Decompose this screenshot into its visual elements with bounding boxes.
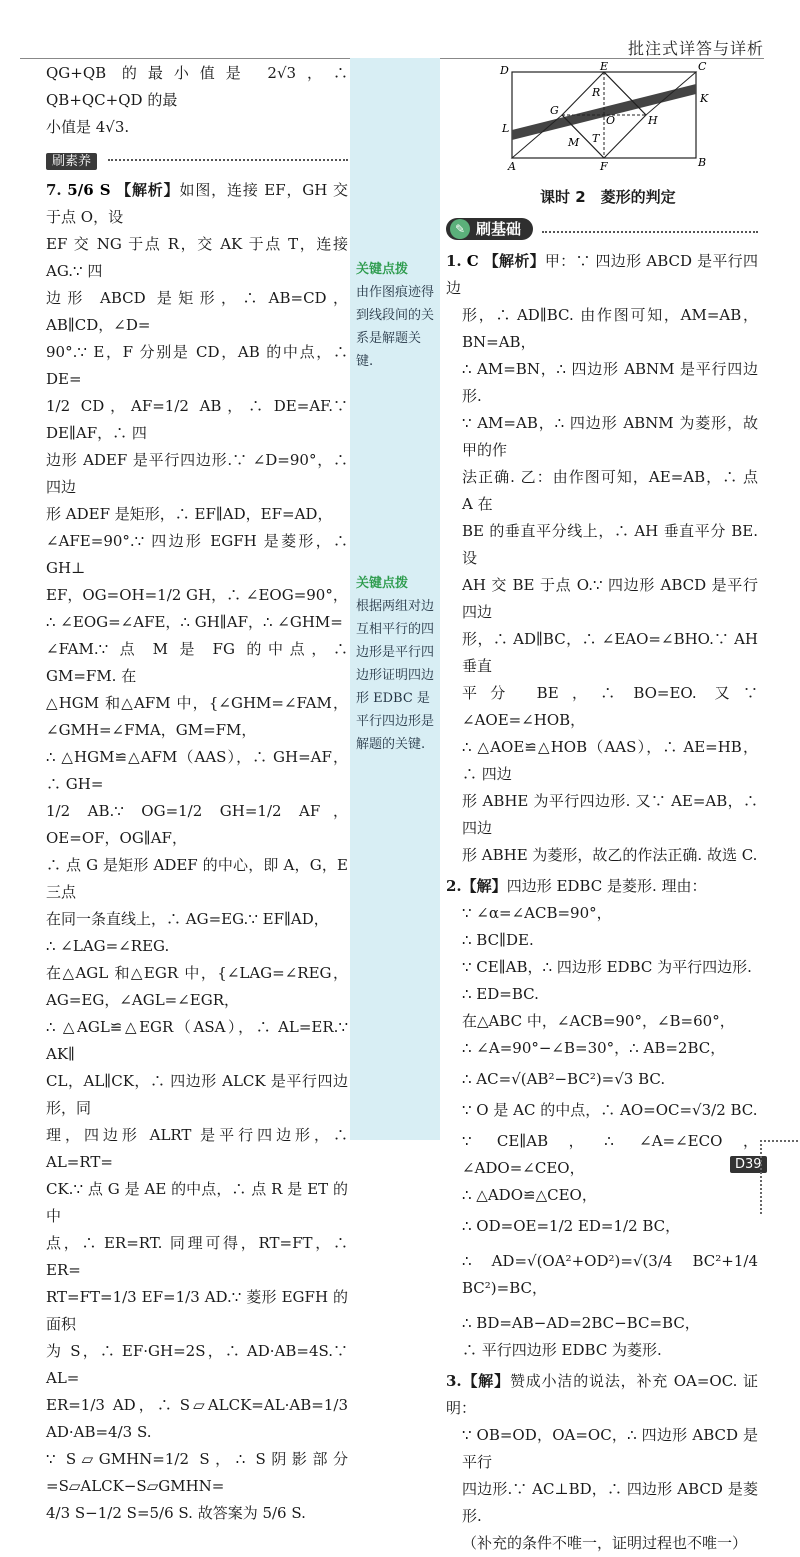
basics-badge <box>446 218 533 240</box>
solution-line: BE 的垂直平分线上，∴ AH 垂直平分 BE. 设 <box>462 522 758 567</box>
question-number: 1. <box>446 252 462 270</box>
solution-line: EF，OG=OH=1/2 GH，∴ ∠EOG=90°， <box>46 586 348 604</box>
header-title: 批注式详答与详析 <box>627 39 764 58</box>
solution-line: 形，∴ AD∥BC. 由作图可知，AM=AB，BN=AB， <box>462 306 758 351</box>
solution-line: ∴ AC=√(AB²−BC²)=√3 BC. <box>462 1070 666 1088</box>
problem-answer: 5/6 S <box>67 181 111 199</box>
key-note <box>356 258 436 373</box>
solution-line: ∴ 点 G 是矩形 ADEF 的中心，即 A，G，E 三点 <box>46 856 348 901</box>
solution-tag: 【解】 <box>461 1372 510 1390</box>
solution-line: ∴ 平行四边形 EDBC 为菱形. <box>462 1341 662 1359</box>
solution-line: 四边形 EDBC 是菱形. 理由： <box>506 877 707 895</box>
lesson-title: 课时 2 菱形的判定 <box>540 188 676 206</box>
solution-line: 边形 ADEF 是平行四边形.∵ ∠D=90°，∴ 四边 <box>46 451 348 496</box>
page-number: D39 <box>730 1156 767 1173</box>
intro-line: 小值是 4√3. <box>46 118 130 136</box>
intro-line: QG+QB 的最小值是 2√3，∴ QB+QC+QD 的最 <box>46 64 348 109</box>
solution-line: 四边形.∵ AC⊥BD，∴ 四边形 ABCD 是菱形. <box>462 1480 758 1525</box>
dotted-rule <box>542 231 758 233</box>
solution-line: 平分 BE，∴ BO=EO. 又∵ ∠AOE=∠HOB， <box>462 684 758 729</box>
problem-number: 7. <box>46 181 62 199</box>
solution-line: 理，四边形 ALRT 是平行四边形，∴ AL=RT= <box>46 1126 348 1171</box>
section-header <box>46 147 348 171</box>
solution-line: 1/2 AB.∵ OG=1/2 GH=1/2 AF，OE=OF，OG∥AF， <box>46 802 348 847</box>
solution-line: ∵ ∠α=∠ACB=90°， <box>462 904 612 922</box>
solution-line: 在△ABC 中，∠ACB=90°，∠B=60°， <box>462 1012 735 1030</box>
basics-header <box>446 218 758 244</box>
solution-line: （补充的条件不唯一，证明过程也不唯一） <box>462 1534 748 1552</box>
question-number: 2. <box>446 877 462 895</box>
solution-line: 点，∴ ER=RT. 同理可得，RT=FT，∴ ER= <box>46 1234 348 1279</box>
question-answer: C <box>466 252 479 270</box>
solution-line: 如图，连接 EF，GH 交于点 O，设 <box>46 181 348 226</box>
key-note-text: 根据两组对边互相平行的四边形是平行四边形证明四边形 EDBC 是平行四边形是解题的关键. <box>356 599 435 752</box>
solution-line: ∴ △ADO≌△CEO， <box>462 1186 597 1204</box>
dotted-rule <box>108 159 348 161</box>
solution-line: 4/3 S−1/2 S=5/6 S. 故答案为 5/6 S. <box>46 1504 306 1522</box>
label-o: O <box>606 114 616 127</box>
solution-line: △HGM 和△AFM 中，{∠GHM=∠FAM，∠GMH=∠FMA，GM=FM， <box>46 694 348 739</box>
label-c: C <box>698 62 707 73</box>
solution-line: 90°.∵ E，F 分别是 CD，AB 的中点，∴ DE= <box>46 343 348 388</box>
solution-line: 为 S，∴ EF·GH=2S，∴ AD·AB=4S.∵ AL= <box>46 1342 348 1387</box>
solution-line: ∴ BD=AB−AD=2BC−BC=BC， <box>462 1314 700 1332</box>
solution-line: ∠FAM.∵ 点 M 是 FG 的中点，∴ GM=FM. 在 <box>46 640 348 685</box>
solution-line: ∵ O 是 AC 的中点，∴ AO=OC=√3/2 BC. <box>462 1101 758 1119</box>
solution-line: RT=FT=1/3 EF=1/3 AD.∵ 菱形 EGFH 的面积 <box>46 1288 348 1333</box>
solution-line: 法正确. 乙：由作图可知，AE=AB，∴ 点 A 在 <box>462 468 758 513</box>
solution-line: ER=1/3 AD，∴ S▱ALCK=AL·AB=1/3 AD·AB=4/3 S. <box>46 1396 348 1441</box>
label-l: L <box>502 122 510 135</box>
solution-line: CK.∵ 点 G 是 AE 的中点，∴ 点 R 是 ET 的中 <box>46 1180 348 1225</box>
solution-line: ∴ ∠EOG=∠AFE，∴ GH∥AF，∴ ∠GHM= <box>46 613 343 631</box>
solution-line: ∴ ∠A=90°−∠B=30°，∴ AB=2BC， <box>462 1039 726 1057</box>
label-e: E <box>600 62 609 73</box>
label-g: G <box>550 104 559 117</box>
section-label: 刷素养 <box>46 153 97 170</box>
solution-tag: 【解】 <box>461 877 507 895</box>
solution-line: ∴ BC∥DE. <box>462 931 534 949</box>
solution-line: ∠AFE=90°.∵ 四边形 EGFH 是菱形，∴ GH⊥ <box>46 532 348 577</box>
label-t: T <box>592 132 600 145</box>
solution-line: ∵ CE∥AB，∴ ∠A=∠ECO，∠ADO=∠CEO， <box>462 1132 758 1177</box>
label-k: K <box>700 92 709 105</box>
solution-line: ∴ ∠LAG=∠REG. <box>46 937 170 955</box>
solution-line: 1/2 CD，AF=1/2 AB，∴ DE=AF.∵ DE∥AF，∴ 四 <box>46 397 348 442</box>
solution-line: 形 ABHE 为平行四边形. 又∵ AE=AB，∴ 四边 <box>462 792 758 837</box>
label-a: A <box>508 160 516 172</box>
solution-line: 形 ABHE 为菱形，故乙的作法正确. 故选 C. <box>462 846 758 864</box>
label-b: B <box>698 156 707 169</box>
basics-label: 刷基础 <box>476 220 522 238</box>
key-note-title: 关键点拨 <box>356 262 409 277</box>
corner-dots <box>760 1140 800 1214</box>
solution-line: 形 ADEF 是矩形，∴ EF∥AD，EF=AD， <box>46 505 333 523</box>
solution-line: ∴ AD=√(OA²+OD²)=√(3/4 BC²+1/4 BC²)=BC， <box>462 1252 758 1297</box>
label-h: H <box>648 114 658 127</box>
solution-line: 在△AGL 和△EGR 中，{∠LAG=∠REG，AG=EG，∠AGL=∠EGR， <box>46 964 348 1009</box>
solution-line: ∴ △HGM≌△AFM（AAS），∴ GH=AF，∴ GH= <box>46 748 348 793</box>
analysis-tag: 【解析】 <box>116 181 180 199</box>
solution-line: ∴ △AGL≌△EGR（ASA），∴ AL=ER.∵ AK∥ <box>46 1018 348 1063</box>
solution-line: 边形 ABCD 是矩形，∴ AB=CD，AB∥CD，∠D= <box>46 289 348 334</box>
solution-line: 在同一条直线上，∴ AG=EG.∵ EF∥AD， <box>46 910 329 928</box>
key-note <box>356 572 436 756</box>
right-column <box>446 248 758 1557</box>
key-note-text: 由作图痕迹得到线段间的关系是解题关键. <box>356 285 435 369</box>
solution-line: ∴ AM=BN，∴ 四边形 ABNM 是平行四边形. <box>462 360 758 405</box>
analysis-tag: 【解析】 <box>483 252 545 270</box>
label-f: F <box>600 160 608 172</box>
brush-icon: ✎ <box>450 219 470 239</box>
solution-line: ∴ △AOE≌△HOB（AAS），∴ AE=HB，∴ 四边 <box>462 738 758 783</box>
solution-line: ∵ CE∥AB，∴ 四边形 EDBC 为平行四边形. <box>462 958 752 976</box>
solution-line: CL，AL∥CK，∴ 四边形 ALCK 是平行四边形，同 <box>46 1072 348 1117</box>
label-m: M <box>568 136 580 149</box>
key-note-title: 关键点拨 <box>356 576 409 591</box>
solution-line: 形，∴ AD∥BC，∴ ∠EAO=∠BHO.∵ AH 垂直 <box>462 630 758 675</box>
solution-line: ∴ OD=OE=1/2 ED=1/2 BC， <box>462 1217 681 1235</box>
solution-line: ∵ OB=OD，OA=OC，∴ 四边形 ABCD 是平行 <box>462 1426 758 1471</box>
solution-line: ∵ AM=AB，∴ 四边形 ABNM 为菱形，故甲的作 <box>462 414 758 459</box>
solution-line: AH 交 BE 于点 O.∵ 四边形 ABCD 是平行四边 <box>462 576 758 621</box>
solution-line: 甲：∵ 四边形 ABCD 是平行四边 <box>446 252 758 297</box>
solution-line: ∴ ED=BC. <box>462 985 539 1003</box>
geometry-figure <box>496 62 716 172</box>
question-number: 3. <box>446 1372 462 1390</box>
solution-line: ∵ S▱GMHN=1/2 S，∴ S阴影部分=S▱ALCK−S▱GMHN= <box>46 1450 348 1495</box>
label-d: D <box>500 64 509 77</box>
solution-line: EF 交 NG 于点 R，交 AK 于点 T，连接 AG.∵ 四 <box>46 235 348 280</box>
solution-line: 赞成小洁的说法，补充 OA=OC. 证明： <box>446 1372 758 1417</box>
left-column <box>46 60 348 1527</box>
label-r: R <box>592 86 601 99</box>
